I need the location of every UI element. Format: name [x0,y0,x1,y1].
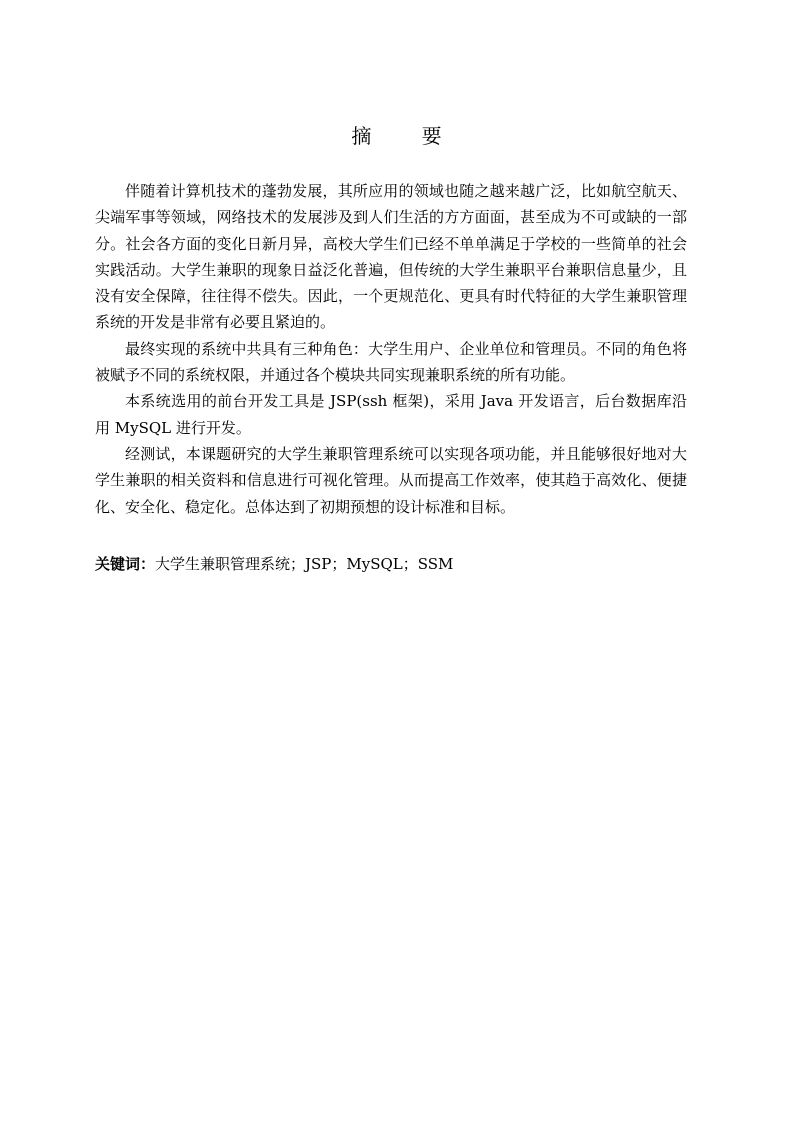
abstract-paragraph-4: 经测试，本课题研究的大学生兼职管理系统可以实现各项功能，并且能够很好地对大学生兼职的相关资料和信息进行可视化管理。从而提高工作效率，使其趋于高效化、便捷化、安全化、稳定化。总体达到了初期预想的设计标准和目标。 [95,444,687,516]
abstract-paragraph-1: 伴随着计算机技术的蓬勃发展，其所应用的领域也随之越来越广泛，比如航空航天、尖端军事等领域，网络技术的发展涉及到人们生活的方方面面，甚至成为不可或缺的一部分。社会各方面的变化日新月异，高校大学生们已经不单单满足于学校的一些简单的社会实践活动。大学生兼职的现象日益泛化普遍，但传统的大学生兼职平台兼职信息量少，且没有安全保障，往往得不偿失。因此，一个更规范化、更具有时代特征的大学生兼职管理系统的开发是非常有必要且紧迫的。 [95,182,687,332]
keywords-text: 大学生兼职管理系统；JSP；MySQL；SSM [155,555,454,573]
keywords-label: 关键词： [95,555,156,573]
abstract-paragraph-2: 最终实现的系统中共具有三种角色：大学生用户、企业单位和管理员。不同的角色将被赋予不同的系统权限，并通过各个模块共同实现兼职系统的所有功能。 [95,339,687,385]
abstract-paragraph-3: 本系统选用的前台开发工具是 JSP(ssh 框架)，采用 Java 开发语言，后台数据库沿用 MySQL 进行开发。 [95,392,687,437]
keywords-line [95,551,695,577]
abstract-title: 摘 要 [351,124,464,148]
abstract-body [95,178,687,520]
